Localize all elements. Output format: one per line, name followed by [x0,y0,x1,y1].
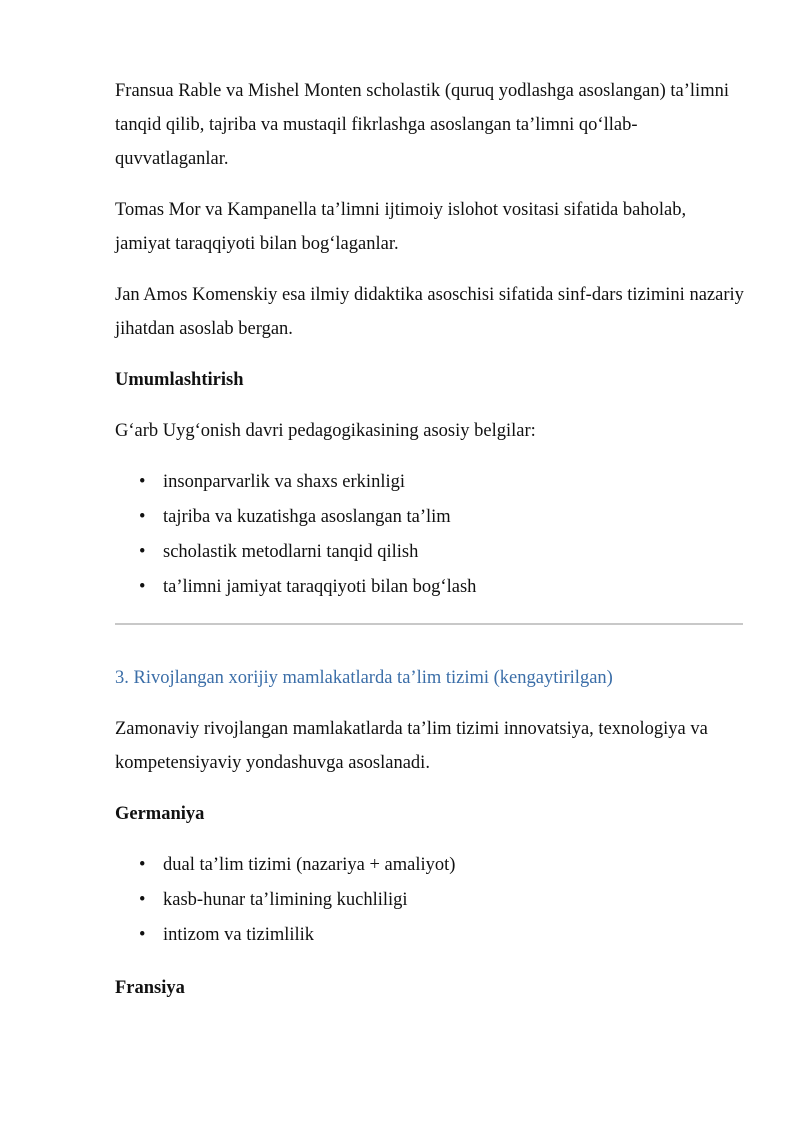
list-item [115,535,745,570]
horizontal-divider [115,623,743,625]
paragraph-comenius: Jan Amos Komenskiy esa ilmiy didaktika asoschisi sifatida sinf-dars tizimini nazariy jihatdan asoslab bergan. [115,285,744,339]
bullet-icon: • [139,855,146,875]
summary-list [115,465,745,605]
section-intro: Zamonaviy rivojlangan mamlakatlarda ta’lim tizimi innovatsiya, texnologiya va kompetensiyaviy yondashuvga asoslanadi. [115,719,708,773]
list-item-text: kasb-hunar ta’limining kuchliligi [163,890,408,910]
paragraph-more-campanella: Tomas Mor va Kampanella ta’limni ijtimoiy islohot vositasi sifatida baholab, jamiyat taraqqiyoti bilan bog‘laganlar. [115,200,687,254]
list-item-text: dual ta’lim tizimi (nazariya + amaliyot) [163,855,456,875]
bullet-icon: • [139,507,146,527]
list-item [115,500,745,535]
bullet-icon: • [139,472,146,492]
list-item-text: scholastik metodlarni tanqid qilish [163,542,419,562]
list-item-text: ta’limni jamiyat taraqqiyoti bilan bog‘lash [163,577,477,597]
list-item [115,465,745,500]
summary-lead: G‘arb Uyg‘onish davri pedagogikasining asosiy belgilar: [115,421,536,441]
france-heading: Fransiya [115,978,185,998]
list-item-text: tajriba va kuzatishga asoslangan ta’lim [163,507,451,527]
list-item [115,570,745,605]
list-item [115,848,745,883]
bullet-icon: • [139,925,146,945]
section-title: 3. Rivojlangan xorijiy mamlakatlarda ta’lim tizimi (kengaytirilgan) [115,668,613,688]
list-item-text: intizom va tizimlilik [163,925,315,945]
germany-list [115,848,745,953]
list-item [115,883,745,918]
bullet-icon: • [139,890,146,910]
bullet-icon: • [139,577,146,597]
list-item [115,918,745,953]
document-page [115,74,745,1022]
germany-heading: Germaniya [115,804,205,824]
bullet-icon: • [139,542,146,562]
list-item-text: insonparvarlik va shaxs erkinligi [163,472,405,492]
summary-heading: Umumlashtirish [115,370,244,390]
paragraph-rabelais-montaigne: Fransua Rable va Mishel Monten scholastik (quruq yodlashga asoslangan) ta’limni tanqid qilib, tajriba va mustaqil fikrlashga asoslangan ta’limni qo‘llab-quvvatlaganlar. [115,81,729,169]
